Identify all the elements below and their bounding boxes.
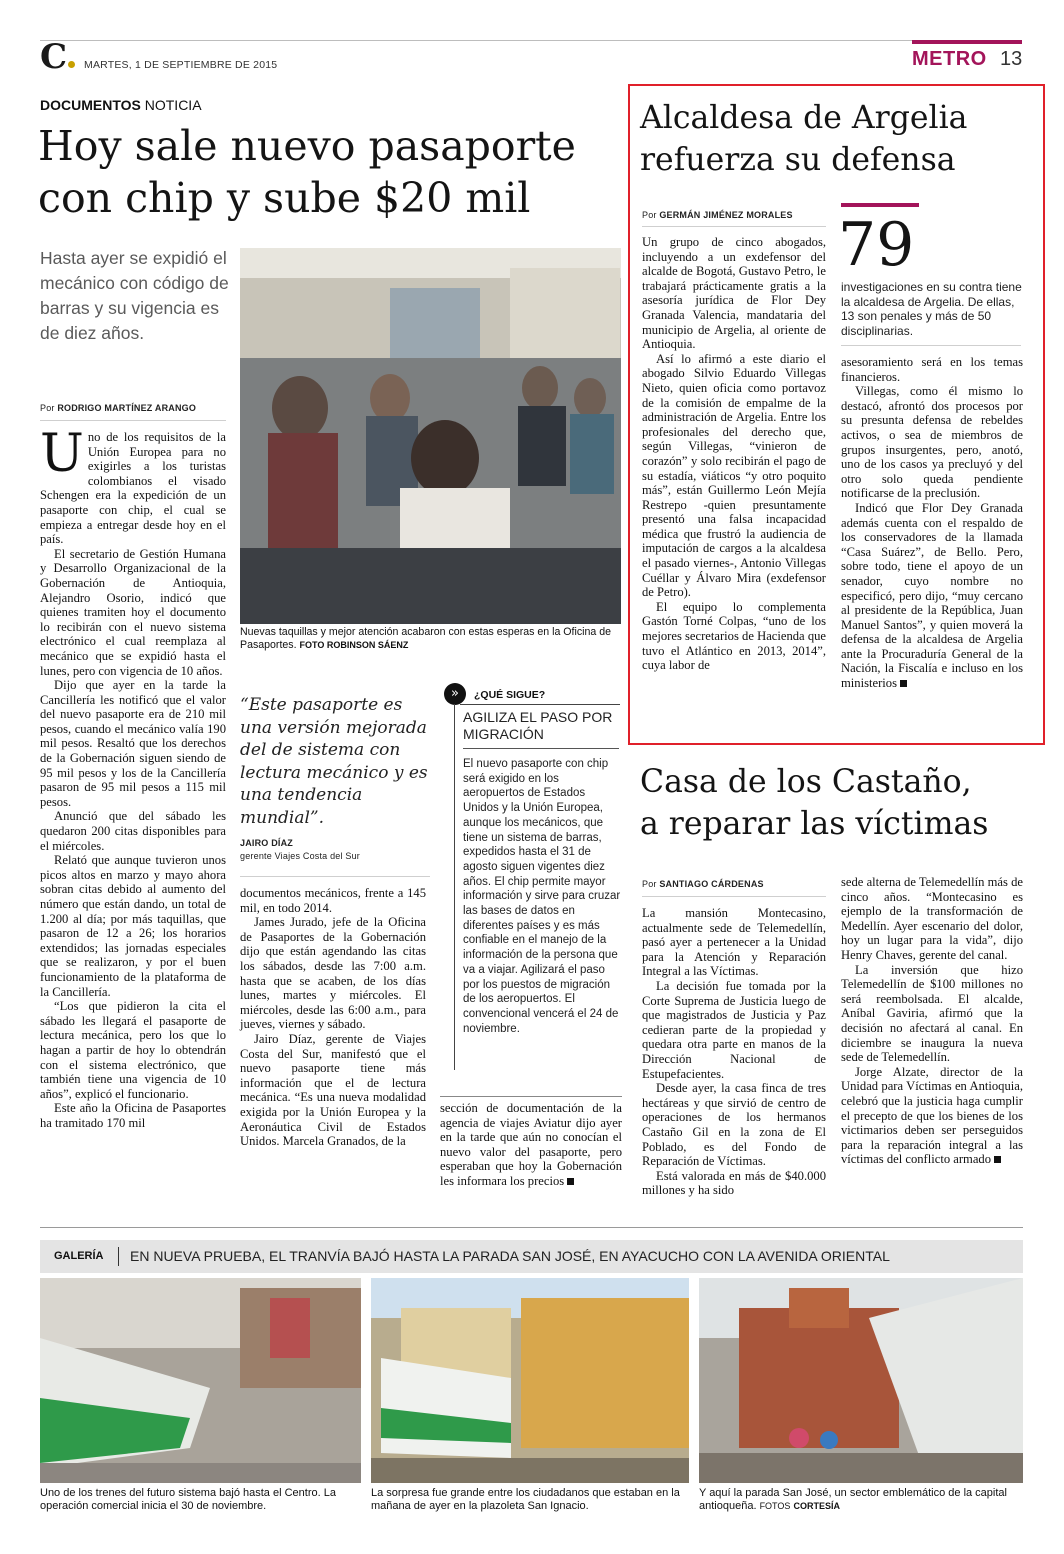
quote-author: JAIRO DÍAZ (240, 838, 294, 848)
headline-line-2: a reparar las víctimas (640, 806, 989, 842)
author-name: SANTIAGO CÁRDENAS (659, 879, 764, 889)
article-deck: Hasta ayer se expidió el mecánico con código de barras y su vigencia es de diez años. (40, 248, 229, 343)
newspaper-logo: C (40, 38, 75, 76)
stat-accent-bar (841, 203, 919, 207)
photo-credit: CORTESÍA (793, 1501, 840, 1511)
end-mark-icon (567, 1178, 574, 1185)
headline-line-1: Hoy sale nuevo pasaporte (38, 122, 576, 170)
end-mark-icon (994, 1156, 1001, 1163)
sidebar-title-rule (463, 748, 619, 749)
argelia-headline (640, 97, 1040, 181)
headline-line-1: Alcaldesa de Argelia (640, 100, 968, 136)
chevron-double-icon: » (444, 683, 466, 705)
sidebar-bottom-rule (440, 1096, 622, 1097)
paragraph: James Jurado, jefe de la Oficina de Pasaportes de la Gobernación dijo que están agendando las citas los sábados, desde las 7:00 a.m. hasta que se acaben, de los días lunes, martes y miércoles. El miércoles, desde las 6:00 a.m., para jueves, viernes y sábado. (240, 915, 426, 1032)
main-byline: Por RODRIGO MARTÍNEZ ARANGO (40, 403, 197, 413)
headline-line-2: refuerza su defensa (640, 142, 956, 178)
page-number: 13 (1000, 48, 1023, 70)
gallery-caption-3 (699, 1487, 1023, 1513)
tram-san-ignacio-illustration (371, 1278, 689, 1483)
photo-credit: FOTO ROBINSON SÁENZ (299, 640, 409, 650)
header-date: MARTES, 1 DE SEPTIEMBRE DE 2015 (84, 59, 278, 71)
headline-line-1: Casa de los Castaño, (640, 764, 972, 800)
header-top-rule (40, 40, 1022, 41)
drop-cap: U (40, 424, 84, 484)
quote-role: gerente Viajes Costa del Sur (240, 851, 361, 861)
headline-line-2: con chip y sube $20 mil (38, 174, 531, 222)
kicker-section: DOCUMENTOS (40, 97, 141, 113)
gallery-title: EN NUEVA PRUEBA, EL TRANVÍA BAJÓ HASTA LA PARADA SAN JOSÉ, EN AYACUCHO CON LA AVENIDA ORIENTAL (130, 1248, 890, 1264)
castano-byline-rule (642, 896, 826, 897)
paragraph: Relató que aunque tuvieron unos picos altos en marzo y mayo ahora sobran citas debido al aumento del número que están dando, un total de 1.200 al día; por más taquillas, que pasaron de 12 a 26; los horarios extendidos; las jornadas especiales que se realizaron, y por el buen funcionamiento de la plataforma de la Cancillería. (40, 853, 226, 999)
gallery-caption-1: Uno de los trenes del futuro sistema bajó hasta el Centro. La operación comercial inicia el 30 de noviembre. (40, 1487, 336, 1512)
paragraph: documentos mecánicos, frente a 145 mil, en todo 2014. (240, 886, 426, 915)
castano-col-1 (642, 906, 826, 1198)
paragraph: asesoramiento será en los temas financieros. (841, 355, 1023, 384)
paragraph: sección de documentación de la agencia de viajes Aviatur dijo ayer en la tarde que aún no conocían el nuevo valor del pasaporte, pero esperaban que hoy la Gobernación les informara los precios (440, 1101, 622, 1188)
paragraph: La decisión fue tomada por la Corte Suprema de Justicia luego de que magistrados de Justicia y Paz cedieran parte de la propiedad y quedara otra parte en manos de la Dirección Nacional de Estupefacientes. (642, 978, 826, 1081)
article-kicker (40, 97, 202, 113)
paragraph: Jorge Alzate, director de la Unidad para Víctimas en Antioquia, celebró que la justicia haga cumplir el precepto de que los bienes de los victimarios deben ser perseguidos para la reparación integral a las víctimas del conflicto armado (841, 1064, 1023, 1167)
kicker-type: NOTICIA (144, 97, 202, 113)
paragraph: El secretario de Gestión Humana y Desarrollo Organizacional de la Gobernación de Antioquia, Alejandro Osorio, indicó que quienes tramiten hoy el documento lo recibirán con el nuevo sistema electrónico el cual reemplaza al mecánico que se expidió hasta el lunes, pero con vigencia de 10 años. (40, 546, 226, 678)
tram-center-illustration (40, 1278, 361, 1483)
photo-waiting-room-illustration (240, 248, 621, 624)
paragraph: sede alterna de Telemedellín más de cinco años. “Montecasino es ejemplo de la transformación de Medellín. Ayer escenario del dolor, hoy un lugar para la vida”, dijo Henry Chaves, gerente del canal. (841, 875, 1023, 962)
author-name: GERMÁN JIMÉNEZ MORALES (659, 210, 793, 220)
caption-text: Y aquí la parada San José, un sector emblemático de la capital antioqueña. (699, 1487, 1007, 1512)
main-article-col-1 (40, 424, 226, 1131)
paragraph: Anunció que del sábado les quedaron 200 citas disponibles para el miércoles. (40, 809, 226, 853)
sidebar-text: El nuevo pasaporte con chip será exigido en los aeropuertos de Estados Unidos y la Unión Europea, aunque los mecánicos, que tiene un sistema de barras, expedidos hasta el 31 de agosto siguen vigentes diez años. El chip permite mayor información y sirve para cruzar las bases de datos en diferentes países y es más confiable en el manejo de la información de la persona que va a viajar. Agilizará el paso por los puestos de migración de los aeropuertos. El convencional vencerá el 24 de noviembre. (463, 758, 621, 1035)
paragraph: La mansión Montecasino, actualmente sede de Telemedellín, pasó ayer a pertenecer a la Unidad para la Atención y Reparación Integral a las Víctimas. (642, 906, 826, 979)
section-top-bar (912, 40, 1022, 44)
castano-headline (640, 761, 1040, 845)
pull-quote: “Este pasaporte es una versión mejorada del de sistema con lectura mecánico y es una tendencia mundial”. (240, 695, 428, 828)
stat-number: 79 (838, 210, 915, 280)
tram-san-jose-illustration (699, 1278, 1023, 1483)
gallery-top-rule (40, 1227, 1023, 1228)
argelia-col-1 (642, 235, 826, 673)
paragraph: El equipo lo complementa Gastón Torné Colpas, “uno de los mejores secretarios de Hacienda que tuvo el Atlántico en 2013, 2014”, cuya labor de (642, 599, 826, 673)
main-article-col-2 (240, 886, 426, 1149)
credit-prefix: FOTOS (759, 1501, 791, 1511)
tram-photo-3 (699, 1278, 1023, 1483)
paragraph: Indicó que Flor Dey Granada además cuenta con el respaldo de los conservadores de la llamada “Casa Suárez”, de Bello. Pero, sobre todo, tiene el apoyo de un senador, cuyo nombre no especificó, pero dijo, “muy cercano al presidente de la República, Juan Manuel Santos”, y quien moverá la defensa de la alcaldesa de Argelia ante la Procuraduría General de la Nación, la Fiscalía e incluso en los ministerios (841, 500, 1023, 691)
paragraph: Está valorada en más de $40.000 millones y ha sido (642, 1168, 826, 1198)
paragraph: La inversión que hizo Telemedellín de $100 millones no será reembolsada. El alcalde, Aníbal Gaviria, afirmó que la decisión no afectará al canal. En diciembre se inaugura la nueva sede de Telemedellín. (841, 962, 1023, 1065)
paragraph: Así lo afirmó a este diario el abogado Silvio Eduardo Villegas Nieto, quien oficia como portavoz de la comisión de empalme de la administración de Argelia. Entre los profesionales del derecho que, según Villegas, “vinieron de corazón” y solo recibirán el pago de su estadía, viáticos “y otro poquito más”, están Guillermo León Mejía Restrepo -quien presuntamente presentó una falsa incapacidad médica que frustró la audiencia de imputación de cargos a la alcaldesa el pasado viernes-, Antonio Villegas Cuéllar y Álvaro Mira (exdefensor de Petro). (642, 351, 826, 600)
tram-photo-1 (40, 1278, 361, 1483)
logo-dot-icon (68, 61, 75, 68)
gallery-separator (118, 1247, 119, 1266)
main-article-col-3 (440, 1101, 622, 1189)
passport-office-photo (240, 248, 621, 624)
stat-text: investigaciones en su contra tiene la alcaldesa de Argelia. De ellas, 13 son penales y más de 50 disciplinarias. (841, 280, 1022, 338)
gallery-header-bar (40, 1240, 1023, 1273)
gallery-caption-2: La sorpresa fue grande entre los ciudadanos que estaban en la mañana de ayer en la plazoleta San Ignacio. (371, 1487, 680, 1512)
section-name: METRO (912, 48, 987, 70)
byline-rule (40, 420, 226, 421)
sidebar-label: ¿QUÉ SIGUE? (474, 689, 546, 701)
paragraph: Desde ayer, la casa finca de tres hectáreas y que sirvió de centro de operaciones de los hermanos Castaño Gil en la zona de El Poblado, es del Fondo de Reparación de Víctimas. (642, 1081, 826, 1169)
main-headline (38, 120, 628, 224)
gallery-label: GALERÍA (54, 1250, 104, 1262)
sidebar-box-left-border (454, 704, 455, 1070)
photo-caption (240, 626, 624, 652)
paragraph: Un grupo de cinco abogados, incluyendo a un exdefensor del alcalde de Bogotá, Gustavo Petro, le trabajará prácticamente gratis a la asesoría jurídica de Flor Dey Granada Valencia, mandataria del municipio de Argelia, al oriente de Antioquia. (642, 235, 826, 352)
sidebar-title: AGILIZA EL PASO POR MIGRACIÓN (463, 709, 613, 742)
paragraph: Este año la Oficina de Pasaportes ha tramitado 170 mil (40, 1101, 226, 1130)
paragraph: Jairo Díaz, gerente de Viajes Costa del Sur, manifestó que el nuevo pasaporte tiene más información que el de lectura mecánica. “Es una nueva modalidad exigida por la Unión Europea y la Aeronáutica Civil de Estados Unidos. Marcela Granados, de la (240, 1031, 426, 1149)
castano-byline: Por SANTIAGO CÁRDENAS (642, 879, 764, 889)
castano-col-2 (841, 875, 1023, 1167)
paragraph: no de los requisitos de la Unión Europea para no exigirles a los turistas colombianos el visado Schengen era la expedición de un pasaporte con chip, el cual se empieza a entregar desde hoy en el país. (40, 430, 226, 547)
caption-text: Nuevas taquillas y mejor atención acabaron con estas esperas en la Oficina de Pasaportes. (240, 626, 611, 651)
sidebar-label-rule (460, 704, 620, 705)
paragraph: “Los que pidieron la cita el sábado les llegará el pasaporte de lectura mecánica, pero los que lo hagan a partir de hoy lo obtendrán con el sistema electrónico, que también tiene una vigencia de 10 años”, explicó el funcionario. (40, 999, 226, 1101)
quote-rule (240, 876, 430, 877)
argelia-byline: Por GERMÁN JIMÉNEZ MORALES (642, 210, 793, 220)
argelia-byline-rule (642, 226, 826, 227)
author-name: RODRIGO MARTÍNEZ ARANGO (57, 403, 197, 413)
paragraph: Dijo que ayer en la tarde la Cancillería les notificó que el valor del nuevo pasaporte era de 210 mil pesos, cuando el mecánico valía 190 mil pesos. Resaltó que los derechos de la Gobernación siguen siendo de 95 mil pesos y los de la Cancillería pasaron de 95 mil pesos a 115 mil pesos. (40, 678, 226, 809)
argelia-col-2 (841, 355, 1023, 691)
end-mark-icon (900, 680, 907, 687)
tram-photo-2 (371, 1278, 689, 1483)
stat-rule (841, 345, 1021, 346)
paragraph: Villegas, como él mismo lo destacó, afrontó dos procesos por su presunta defensa de rebeldes activos, o sea de miembros de grupos insurgentes, pero, anotó, uno de los casos ya precluyó y del otro solo queda pendiente notificarse de la preclusión. (841, 384, 1023, 501)
